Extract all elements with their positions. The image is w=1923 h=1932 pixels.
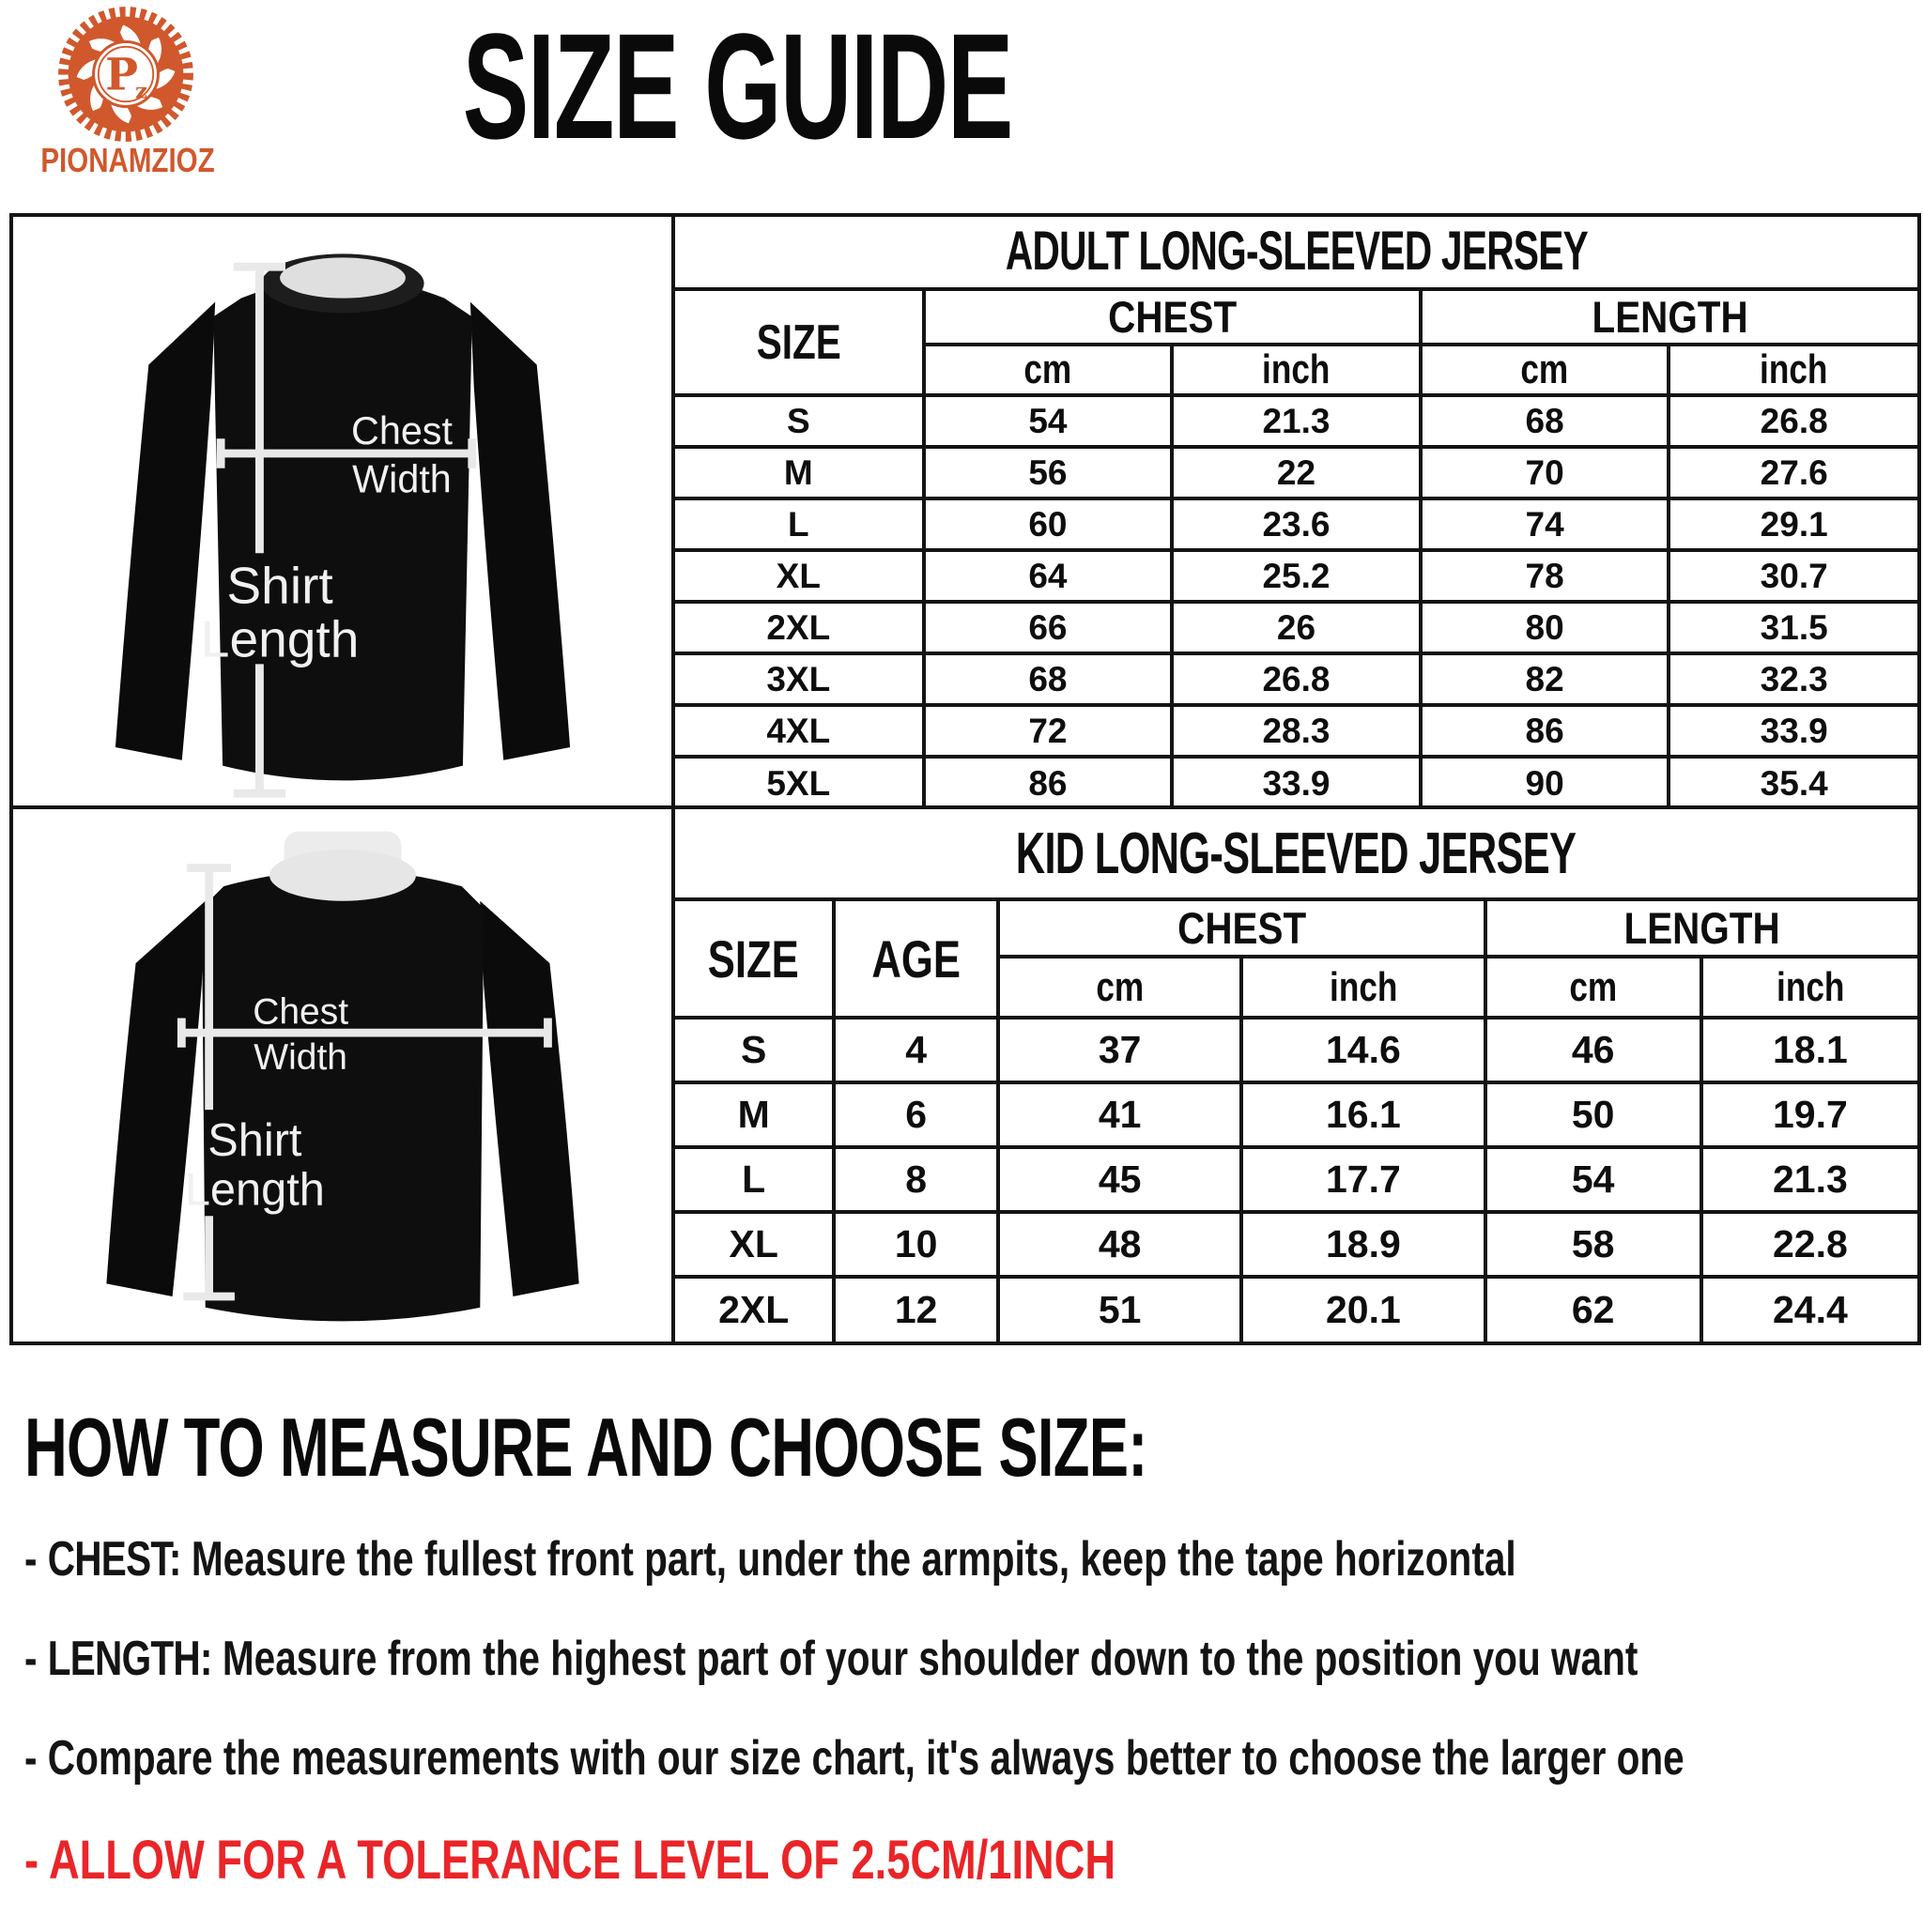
instruction-chest xyxy=(24,1528,1912,1590)
chest-width-label-line2: Width xyxy=(253,1036,347,1078)
length-cm-cell: 78 xyxy=(1421,550,1669,602)
chest-cm-cell: 51 xyxy=(998,1277,1241,1342)
length-inch-cell: 29.1 xyxy=(1669,498,1917,550)
size-cell: S xyxy=(675,395,924,447)
age-cell: 4 xyxy=(834,1018,998,1082)
length-cm-cell: 50 xyxy=(1485,1082,1701,1147)
table-row xyxy=(675,602,1917,653)
length-cm-cell: 46 xyxy=(1485,1018,1701,1082)
col-header-chest: CHEST xyxy=(924,289,1421,345)
chest-inch-cell: 25.2 xyxy=(1172,550,1421,602)
chest-inch-cell: 17.7 xyxy=(1241,1147,1485,1212)
shirt-length-label-line1: Shirt xyxy=(225,555,333,614)
unit-header-chest-inch: inch xyxy=(1172,345,1421,395)
shirt-length-label-line1: Shirt xyxy=(207,1114,301,1166)
size-cell: L xyxy=(675,1147,834,1212)
instruction-tolerance xyxy=(24,1827,1912,1894)
unit-header-length-cm: cm xyxy=(1421,345,1669,395)
adult-jersey-icon xyxy=(19,221,667,803)
adult-jersey-figure xyxy=(13,217,671,805)
size-cell: XL xyxy=(675,550,924,602)
jersey-torso xyxy=(201,869,483,1321)
length-cm-cell: 82 xyxy=(1421,653,1669,705)
col-header-length: LENGTH xyxy=(1485,899,1917,957)
length-inch-cell: 27.6 xyxy=(1669,447,1917,498)
dash: - xyxy=(24,1532,38,1587)
jersey-sleeve-right xyxy=(480,900,578,1296)
instruction-compare xyxy=(24,1727,1912,1789)
length-cm-cell: 90 xyxy=(1421,757,1669,805)
chest-inch-cell: 23.6 xyxy=(1172,498,1421,550)
jersey-collar-inner xyxy=(269,850,415,901)
length-inch-cell: 30.7 xyxy=(1669,550,1917,602)
col-header-size: SIZE xyxy=(675,899,834,1018)
table-row xyxy=(675,899,1917,957)
table-row xyxy=(675,1212,1917,1277)
length-cm-cell: 70 xyxy=(1421,447,1669,498)
page-title: SIZE GUIDE xyxy=(462,2,1012,170)
age-cell: 12 xyxy=(834,1277,998,1342)
chest-inch-cell: 20.1 xyxy=(1241,1277,1485,1342)
chest-cm-cell: 45 xyxy=(998,1147,1241,1212)
instruction-text: Measure the fullest front part, under the armpits, keep the tape horizontal xyxy=(191,1532,1516,1587)
length-inch-cell: 35.4 xyxy=(1669,757,1917,805)
length-inch-cell: 18.1 xyxy=(1701,1018,1917,1082)
kid-jersey-figure xyxy=(13,805,671,1342)
table-row xyxy=(675,498,1917,550)
chest-cm-cell: 41 xyxy=(998,1082,1241,1147)
jersey-sleeve-left xyxy=(115,301,214,759)
table-row xyxy=(675,1018,1917,1082)
table-row xyxy=(675,809,1917,899)
chest-inch-cell: 18.9 xyxy=(1241,1212,1485,1277)
instruction-label: CHEST: xyxy=(47,1532,181,1587)
shirt-length-label-line2: Length xyxy=(184,1164,325,1216)
unit-header-chest-cm: cm xyxy=(924,345,1173,395)
size-cell: 4XL xyxy=(675,705,924,757)
chest-width-label-line1: Chest xyxy=(252,990,348,1032)
unit-header-length-inch: inch xyxy=(1669,345,1917,395)
table-row xyxy=(675,217,1917,289)
table-row xyxy=(675,705,1917,757)
chest-inch-cell: 26 xyxy=(1172,602,1421,653)
chest-inch-cell: 21.3 xyxy=(1172,395,1421,447)
dash: - xyxy=(24,1632,38,1686)
instruction-length xyxy=(24,1628,1912,1690)
chest-inch-cell: 16.1 xyxy=(1241,1082,1485,1147)
kid-jersey-icon xyxy=(19,817,667,1335)
instruction-text: Compare the measurements with our size chart, it's always better to choose the larger one xyxy=(47,1731,1685,1786)
length-inch-cell: 19.7 xyxy=(1701,1082,1917,1147)
size-cell: XL xyxy=(675,1212,834,1277)
table-row xyxy=(675,447,1917,498)
length-cm-cell: 62 xyxy=(1485,1277,1701,1342)
jersey-torso xyxy=(213,278,472,780)
dash: - xyxy=(24,1731,38,1786)
length-inch-cell: 24.4 xyxy=(1701,1277,1917,1342)
length-cm-cell: 74 xyxy=(1421,498,1669,550)
kid-size-table xyxy=(675,809,1917,1342)
unit-header-length-inch: inch xyxy=(1701,957,1917,1018)
col-header-chest: CHEST xyxy=(998,899,1485,957)
col-header-length: LENGTH xyxy=(1421,289,1917,345)
table-row xyxy=(675,757,1917,805)
age-cell: 10 xyxy=(834,1212,998,1277)
dash: - xyxy=(24,1830,39,1891)
unit-header-chest-cm: cm xyxy=(998,957,1241,1018)
unit-header-chest-inch: inch xyxy=(1241,957,1485,1018)
length-inch-cell: 21.3 xyxy=(1701,1147,1917,1212)
chest-cm-cell: 54 xyxy=(924,395,1173,447)
size-cell: S xyxy=(675,1018,834,1082)
size-cell: 3XL xyxy=(675,653,924,705)
chest-width-label-line2: Width xyxy=(351,456,452,500)
jersey-collar-inner xyxy=(280,257,406,298)
length-cm-cell: 58 xyxy=(1485,1212,1701,1277)
table-row xyxy=(675,653,1917,705)
instructions-list xyxy=(24,1528,1912,1932)
table-row xyxy=(675,289,1917,345)
chest-cm-cell: 86 xyxy=(924,757,1173,805)
kid-table-title: KID LONG-SLEEVED JERSEY xyxy=(675,809,1917,899)
size-cell: 2XL xyxy=(675,1277,834,1342)
chest-inch-cell: 28.3 xyxy=(1172,705,1421,757)
length-cm-cell: 80 xyxy=(1421,602,1669,653)
length-cm-cell: 54 xyxy=(1485,1147,1701,1212)
logo-monogram-z: z xyxy=(135,79,147,104)
size-guide-panel xyxy=(9,213,1921,1345)
table-row xyxy=(675,1277,1917,1342)
age-cell: 8 xyxy=(834,1147,998,1212)
logo-monogram-p: P xyxy=(105,48,138,100)
chest-inch-cell: 22 xyxy=(1172,447,1421,498)
table-row xyxy=(675,1082,1917,1147)
length-inch-cell: 26.8 xyxy=(1669,395,1917,447)
chest-cm-cell: 37 xyxy=(998,1018,1241,1082)
chest-cm-cell: 60 xyxy=(924,498,1173,550)
adult-table-cell xyxy=(671,217,1917,805)
length-inch-cell: 32.3 xyxy=(1669,653,1917,705)
length-inch-cell: 31.5 xyxy=(1669,602,1917,653)
adult-table-title: ADULT LONG-SLEEVED JERSEY xyxy=(675,217,1917,289)
instruction-text: Measure from the highest part of your shoulder down to the position you want xyxy=(222,1632,1638,1686)
chest-cm-cell: 48 xyxy=(998,1212,1241,1277)
brand-name: PIONAMZIOZ xyxy=(40,141,215,179)
instruction-text: ALLOW FOR A TOLERANCE LEVEL OF 2.5CM/1INCH xyxy=(48,1830,1116,1891)
col-header-size: SIZE xyxy=(675,289,924,395)
chest-cm-cell: 68 xyxy=(924,653,1173,705)
adult-size-table xyxy=(675,217,1917,805)
chest-cm-cell: 64 xyxy=(924,550,1173,602)
chest-inch-cell: 33.9 xyxy=(1172,757,1421,805)
col-header-age: AGE xyxy=(834,899,998,1018)
table-row xyxy=(675,395,1917,447)
table-row xyxy=(675,1147,1917,1212)
jersey-sleeve-left xyxy=(106,900,205,1296)
unit-header-length-cm: cm xyxy=(1485,957,1701,1018)
chest-inch-cell: 26.8 xyxy=(1172,653,1421,705)
size-cell: M xyxy=(675,1082,834,1147)
length-cm-cell: 68 xyxy=(1421,395,1669,447)
size-cell: L xyxy=(675,498,924,550)
size-cell: 2XL xyxy=(675,602,924,653)
chest-cm-cell: 72 xyxy=(924,705,1173,757)
size-cell: M xyxy=(675,447,924,498)
chest-width-label-line1: Chest xyxy=(350,408,453,452)
jersey-sleeve-right xyxy=(469,301,569,759)
howto-heading: HOW TO MEASURE AND CHOOSE SIZE: xyxy=(24,1401,1147,1494)
age-cell: 6 xyxy=(834,1082,998,1147)
chest-cm-cell: 56 xyxy=(924,447,1173,498)
instruction-label: LENGTH: xyxy=(47,1632,212,1686)
size-cell: 5XL xyxy=(675,757,924,805)
table-row xyxy=(675,550,1917,602)
length-cm-cell: 86 xyxy=(1421,705,1669,757)
length-inch-cell: 22.8 xyxy=(1701,1212,1917,1277)
length-inch-cell: 33.9 xyxy=(1669,705,1917,757)
chest-inch-cell: 14.6 xyxy=(1241,1018,1485,1082)
kid-table-cell xyxy=(671,805,1917,1342)
shirt-length-label-line2: Length xyxy=(200,609,359,668)
chest-cm-cell: 66 xyxy=(924,602,1173,653)
